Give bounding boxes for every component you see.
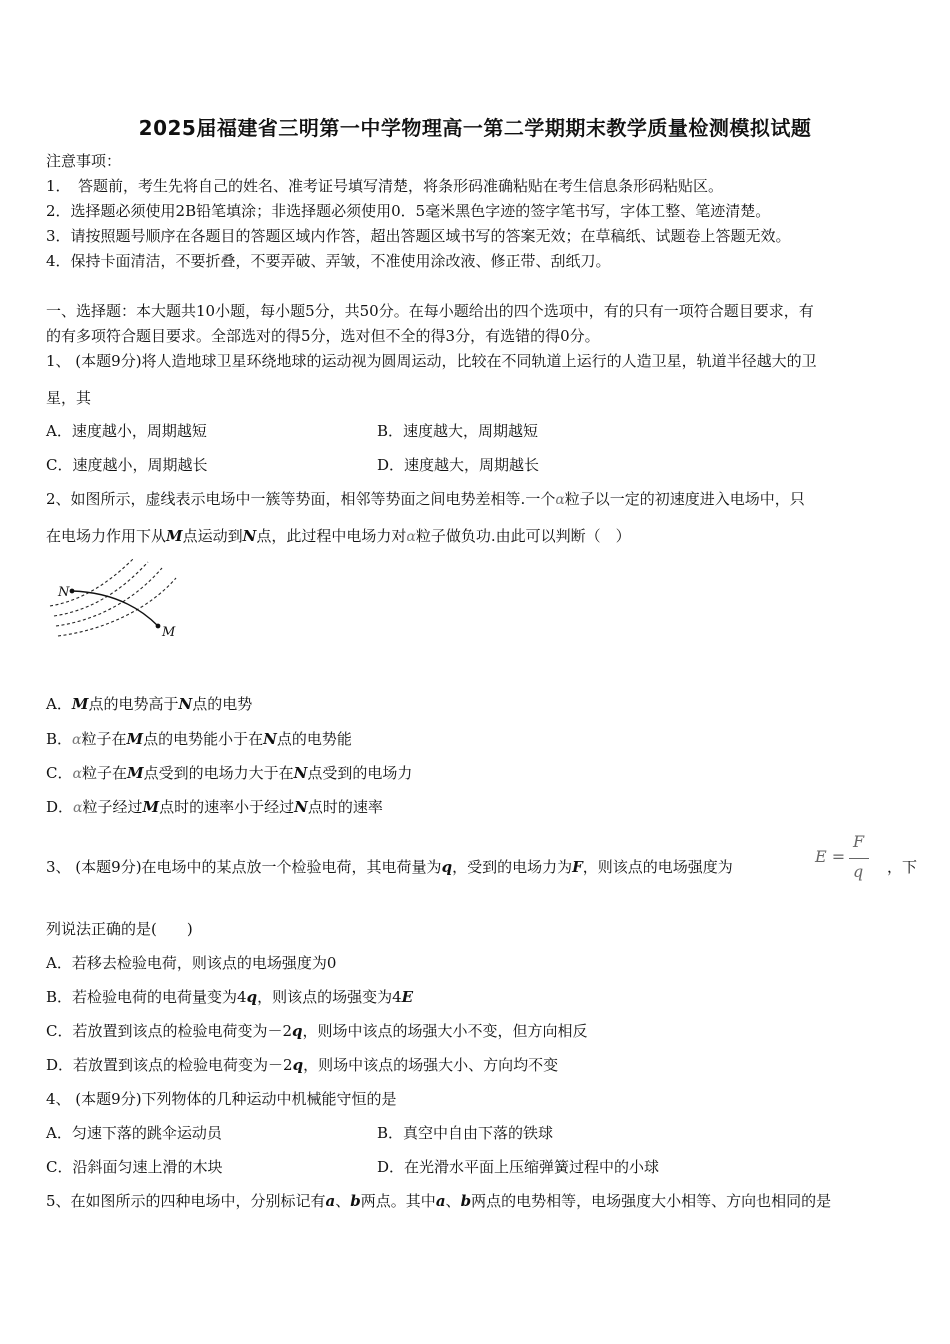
alpha-symbol: α <box>406 529 416 545</box>
q3-option-a: A．若移去检验电荷，则该点的电场强度为0 <box>46 954 337 972</box>
q1-option-a: A．速度越小，周期越短 <box>46 422 207 440</box>
q1-option-b: B．速度越大，周期越短 <box>377 422 539 440</box>
q4-option-c: C．沿斜面匀速上滑的木块 <box>46 1158 223 1176</box>
notice-heading: 注意事项： <box>46 152 122 170</box>
notice-item: 2．选择题必须使用2B铅笔填涂；非选择题必须使用0．5毫米黑色字迹的签字笔书写，字体工整、笔迹清楚。 <box>46 202 771 220</box>
notice-item: 1． 答题前，考生先将自己的姓名、准考证号填写清楚，将条形码准确粘贴在考生信息条形码粘贴区。 <box>46 177 724 195</box>
particle-trajectory <box>72 591 158 626</box>
q3-option-c: C．若放置到该点的检验电荷变为－2q，则场中该点的场强大小不变，但方向相反 <box>46 1022 588 1040</box>
section-intro-line2: 的有多项符合题目要求。全部选对的得5分，选对但不全的得3分，有选错的得0分。 <box>46 327 600 345</box>
q2-option-b: B．α粒子在M点的电势能小于在N点的电势能 <box>46 730 352 748</box>
q3-stem-line1-end: ，下 <box>887 858 918 876</box>
q1-stem-line1: 1、 (本题9分)将人造地球卫星环绕地球的运动视为圆周运动，比较在不同轨道上运行的人造卫星，轨道半径越大的卫 <box>46 352 817 370</box>
q2-stem-line1: 2、如图所示，虚线表示电场中一簇等势面，相邻等势面之间电势差相等.一个α粒子以一定的初速度进入电场中，只 <box>46 490 805 508</box>
alpha-symbol: α <box>555 492 565 508</box>
q4-option-b: B．真空中自由下落的铁球 <box>377 1124 554 1142</box>
q5-stem: 5、在如图所示的四种电场中，分别标记有a、b两点。其中a、b两点的电势相等，电场强度大小相等、方向也相同的是 <box>46 1192 832 1210</box>
q1-option-c: C．速度越小，周期越长 <box>46 456 208 474</box>
q2-stem-line2: 在电场力作用下从M点运动到N点，此过程中电场力对α粒子做负功.由此可以判断（ ） <box>46 527 631 545</box>
page-title: 2025届福建省三明第一中学物理高一第二学期期末教学质量检测模拟试题 <box>138 116 812 140</box>
q3-option-b: B．若检验电荷的电荷量变为4q，则该点的场强变为4E <box>46 988 414 1006</box>
field-strength-formula: E = F q <box>815 832 877 886</box>
q3-stem-line1: 3、 (本题9分)在电场中的某点放一个检验电荷，其电荷量为q，受到的电场力为F，则该点的电场强度为 <box>46 858 733 876</box>
q2-option-c: C．α粒子在M点受到的电场力大于在N点受到的电场力 <box>46 764 413 782</box>
section-intro-line1: 一、选择题：本大题共10小题，每小题5分，共50分。在每小题给出的四个选项中，有的只有一项符合题目要求，有 <box>46 302 814 320</box>
q4-option-a: A．匀速下落的跳伞运动员 <box>46 1124 222 1142</box>
label-m: M <box>162 625 176 640</box>
q4-stem: 4、 (本题9分)下列物体的几种运动中机械能守恒的是 <box>46 1090 397 1108</box>
q1-stem-line2: 星，其 <box>46 389 92 407</box>
q2-option-a: A．M点的电势高于N点的电势 <box>46 695 253 713</box>
q3-option-d: D．若放置到该点的检验电荷变为－2q，则场中该点的场强大小、方向均不变 <box>46 1056 559 1074</box>
notice-item: 4．保持卡面清洁，不要折叠，不要弄破、弄皱，不准使用涂改液、修正带、刮纸刀。 <box>46 252 611 270</box>
q4-option-d: D．在光滑水平面上压缩弹簧过程中的小球 <box>377 1158 660 1176</box>
equipotential-figure <box>46 556 186 650</box>
q2-option-d: D．α粒子经过M点时的速率小于经过N点时的速率 <box>46 798 383 816</box>
notice-item: 3．请按照题号顺序在各题目的答题区域内作答，超出答题区域书写的答案无效；在草稿纸、试题卷上答题无效。 <box>46 227 791 245</box>
label-n: N <box>58 585 70 600</box>
q1-option-d: D．速度越大，周期越长 <box>377 456 540 474</box>
q3-stem-line2: 列说法正确的是( ) <box>46 920 193 938</box>
